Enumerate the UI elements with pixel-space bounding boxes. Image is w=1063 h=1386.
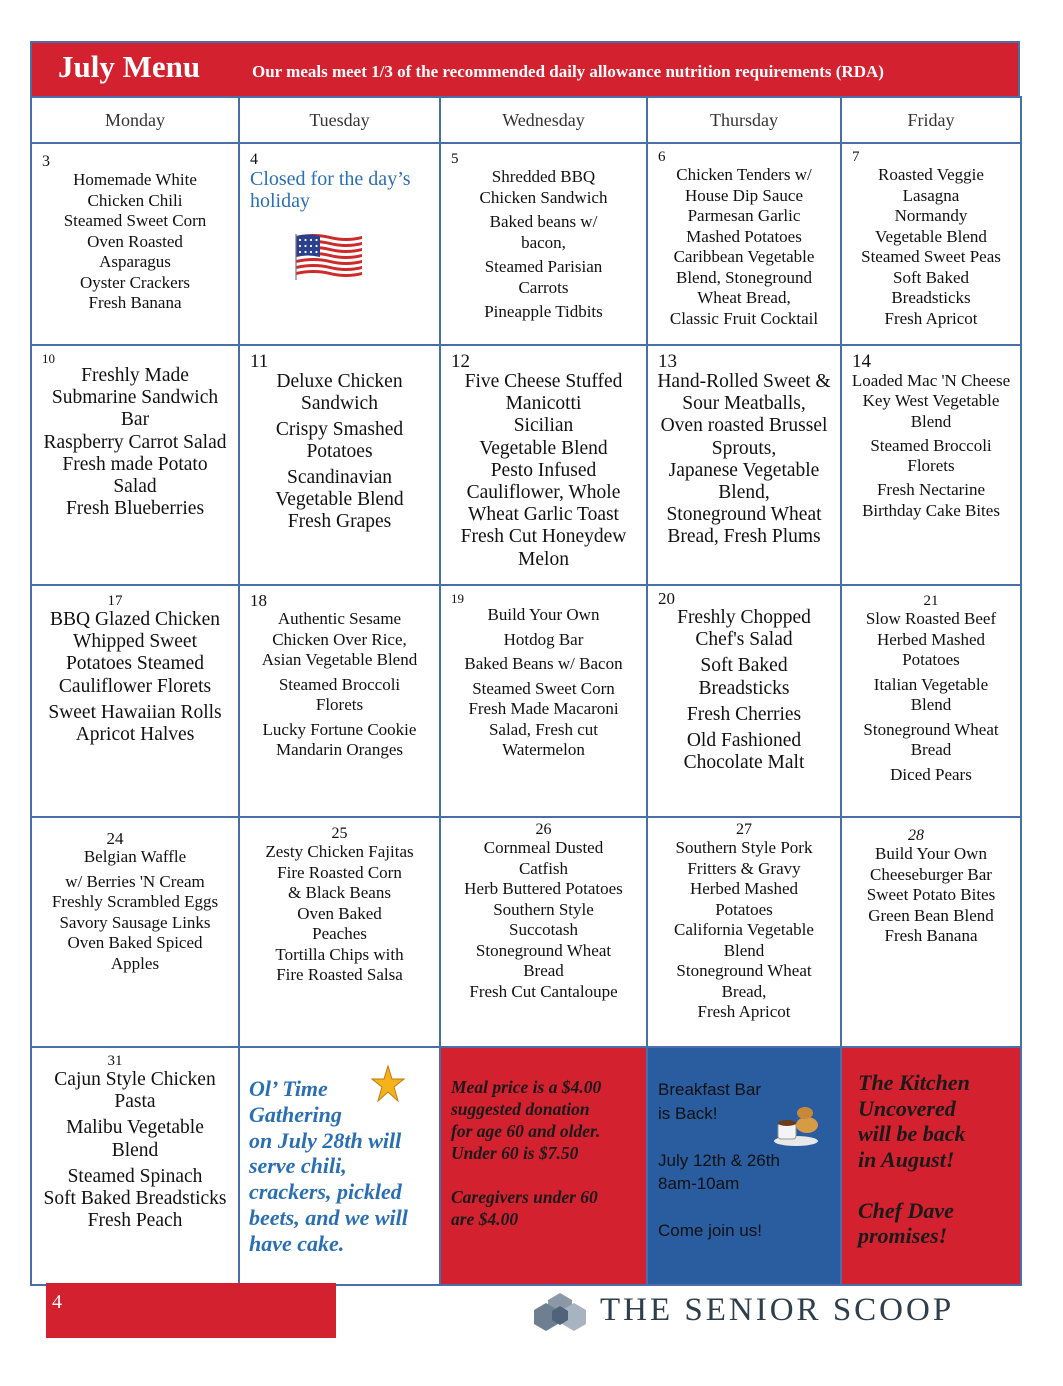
day-number: 10 — [42, 351, 55, 366]
menu-items — [441, 371, 646, 571]
menu-item-line: Oven roasted Brussel — [660, 415, 828, 437]
menu-item-line: Blend — [111, 1139, 159, 1161]
menu-item-line: Build Your Own — [487, 605, 600, 624]
menu-item-line: Cajun Style Chicken — [54, 1069, 216, 1090]
menu-item-line: Soft Baked — [700, 655, 788, 677]
menu-item-line: Steamed Sweet Peas — [861, 247, 1001, 266]
day-cell — [841, 817, 1021, 1047]
day-cell — [440, 585, 647, 817]
day-cell — [31, 1047, 239, 1285]
menu-item-line: Whipped Sweet — [72, 631, 197, 653]
week-row-2 — [31, 345, 1021, 585]
menu-item-line: BBQ Glazed Chicken — [49, 609, 221, 630]
week-row-1 — [31, 143, 1021, 345]
menu-item-line: Asian Vegetable Blend — [261, 650, 418, 669]
day-cell — [440, 345, 647, 585]
menu-item-line: Crispy Smashed — [275, 419, 404, 440]
day-number: 25 — [331, 825, 348, 842]
menu-item-line: Fresh Peach — [87, 1210, 183, 1232]
menu-item-line: Caribbean Vegetable — [673, 247, 815, 266]
menu-item-line: Build Your Own — [875, 844, 987, 863]
menu-item-line: Homemade White — [73, 170, 197, 189]
menu-item-line: Potatoes Steamed — [65, 653, 205, 675]
menu-items — [842, 609, 1020, 785]
day-number: 13 — [658, 351, 677, 372]
page-number: 4 — [52, 1291, 62, 1313]
menu-item-line: Japanese Vegetable — [668, 459, 820, 481]
menu-item-line: Sweet Hawaiian Rolls — [48, 701, 222, 723]
menu-item-line: Oven Baked Spiced — [67, 933, 203, 952]
menu-items — [842, 844, 1020, 947]
menu-item-line: Fresh Made Macaroni — [468, 699, 619, 718]
menu-items — [32, 609, 238, 746]
menu-item-line: Oven Baked — [297, 903, 382, 923]
day-number: 27 — [736, 821, 752, 838]
menu-item-line: Florets — [907, 456, 955, 476]
week-row-3 — [31, 585, 1021, 817]
day-cell — [239, 817, 440, 1047]
menu-items — [32, 170, 238, 314]
menu-item-line: Southern Style — [493, 899, 594, 919]
menu-item-line: Blend — [910, 411, 952, 431]
menu-items — [842, 371, 1020, 521]
menu-item-line: Authentic Sesame — [277, 609, 402, 628]
menu-item-line: California Vegetable — [674, 920, 814, 939]
menu-item-line: Shredded BBQ — [491, 167, 596, 186]
day-cell — [31, 345, 239, 585]
menu-item-line: Vegetable Blend — [875, 226, 987, 246]
day-number: 31 — [107, 1053, 123, 1069]
day-number: 11 — [250, 351, 269, 372]
menu-item-line: Parmesan Garlic — [687, 206, 801, 225]
menu-items — [648, 838, 840, 1023]
weekday-monday: Monday — [31, 97, 239, 143]
menu-item-line: Roasted Veggie — [878, 165, 984, 184]
menu-item-line: Potatoes — [306, 441, 373, 462]
menu-item-line: Blend, — [718, 482, 770, 504]
menu-item-line: Oven Roasted — [87, 231, 183, 251]
menu-item-line: Cauliflower Florets — [58, 675, 212, 697]
menu-item-line: Catfish — [518, 858, 569, 878]
menu-items — [240, 609, 439, 761]
menu-header — [30, 41, 1020, 96]
weekday-thursday: Thursday — [647, 97, 841, 143]
day-number: 14 — [852, 351, 871, 372]
menu-item-line: Asparagus — [99, 252, 171, 271]
menu-item-line: Mashed Potatoes — [686, 226, 802, 246]
menu-item-line: Fresh Cut Cantaloupe — [469, 981, 618, 1001]
menu-items — [842, 165, 1020, 329]
menu-item-line: Bread — [523, 961, 564, 980]
menu-item-line: Fresh Cut Honeydew — [460, 526, 627, 548]
day-number: 17 — [107, 593, 123, 609]
menu-item-line: Pesto Infused — [490, 459, 597, 481]
day-number: 7 — [852, 149, 860, 165]
menu-subtitle: Our meals meet 1/3 of the recommended daily allowance nutrition requirements (RDA) — [252, 62, 884, 81]
day-cell — [647, 585, 841, 817]
menu-item-line: Wheat Garlic Toast — [468, 504, 619, 526]
menu-items — [441, 838, 646, 1002]
menu-item-line: Malibu Vegetable — [66, 1117, 204, 1139]
day-number: 4 — [250, 151, 258, 168]
menu-item-line: Sprouts, — [711, 437, 777, 459]
day-cell — [647, 143, 841, 345]
menu-item-line: Florets — [315, 695, 364, 714]
menu-item-line: Freshly Made — [81, 365, 189, 386]
menu-item-line: Slow Roasted Beef — [865, 609, 997, 628]
menu-item-line: Peaches — [312, 924, 367, 943]
menu-item-line: holiday — [250, 190, 310, 212]
menu-item-line: Five Cheese Stuffed — [464, 371, 623, 392]
menu-item-line: Fresh Banana — [88, 293, 182, 312]
day-cell — [647, 817, 841, 1047]
menu-item-line: w/ Berries 'N Cream — [65, 871, 205, 891]
menu-items — [648, 371, 840, 549]
menu-item-line: Fresh Cherries — [686, 703, 802, 725]
day-cell — [647, 345, 841, 585]
menu-item-line: Tortilla Chips with — [275, 944, 404, 964]
day-cell — [239, 143, 440, 345]
menu-items — [240, 842, 439, 986]
day-cell — [239, 345, 440, 585]
menu-item-line: Classic Fruit Cocktail — [669, 308, 819, 328]
menu-item-line: Southern Style Pork — [675, 838, 813, 857]
menu-item-line: Manicotti — [505, 393, 582, 415]
menu-item-line: Breadsticks — [698, 677, 790, 699]
menu-item-line: Sandwich — [301, 393, 378, 414]
menu-item-line: Zesty Chicken Fajitas — [265, 842, 414, 861]
menu-item-line: Pasta — [114, 1091, 156, 1113]
menu-item-line: Scandinavian — [286, 467, 393, 488]
menu-item-line: Hand-Rolled Sweet & — [657, 371, 831, 392]
menu-item-line: Normandy — [894, 206, 968, 225]
menu-item-line: Submarine Sandwich — [51, 387, 219, 409]
day-cell — [440, 143, 647, 345]
kitchen-note-cell — [841, 1047, 1021, 1285]
menu-item-line: & Black Beans — [288, 883, 391, 902]
menu-item-line: Fritters & Gravy — [687, 858, 801, 878]
menu-item-line: Cornmeal Dusted — [483, 838, 604, 857]
menu-item-line: bacon, — [521, 232, 566, 252]
menu-item-line: Bread — [910, 740, 952, 759]
menu-item-line: Sicilian — [513, 415, 574, 437]
menu-item-line: Soft Baked — [892, 267, 970, 287]
menu-item-line: Herbed Mashed — [689, 879, 799, 898]
day-number: 18 — [250, 591, 267, 610]
week-row-4 — [31, 817, 1021, 1047]
brand-name: THE SENIOR SCOOP — [600, 1292, 955, 1328]
day-cell — [841, 345, 1021, 585]
menu-items — [240, 168, 439, 212]
day-number: 5 — [451, 151, 459, 167]
menu-item-line: Savory Sausage Links — [59, 912, 211, 932]
day-number: 20 — [658, 589, 675, 608]
menu-item-line: Fresh Banana — [884, 926, 978, 945]
day-number: 3 — [42, 153, 50, 170]
menu-item-line: Sour Meatballs, — [682, 393, 806, 415]
american-flag-icon — [292, 230, 366, 282]
menu-items — [441, 167, 646, 323]
menu-item-line: Blend — [910, 695, 952, 714]
menu-items — [441, 605, 646, 761]
menu-item-line: Steamed Sweet Corn — [472, 678, 615, 698]
menu-item-line: Fresh Apricot — [697, 1002, 791, 1021]
menu-item-line: Fresh Blueberries — [65, 498, 205, 520]
hexagon-logo-icon — [530, 1290, 590, 1336]
menu-item-line: Fresh made Potato — [62, 453, 208, 475]
menu-items — [32, 365, 238, 520]
menu-item-line: Cauliflower, Whole — [466, 482, 621, 504]
menu-item-line: Mandarin Oranges — [276, 740, 403, 759]
menu-item-line: Steamed Broccoli — [870, 435, 992, 455]
day-cell — [239, 585, 440, 817]
day-number: 24 — [106, 829, 124, 848]
menu-item-line: Stoneground Wheat — [863, 719, 999, 739]
menu-item-line: Stoneground Wheat — [666, 504, 822, 526]
breakfast-note-cell — [647, 1047, 841, 1285]
menu-item-line: Melon — [518, 548, 569, 570]
menu-item-line: Potatoes — [902, 650, 960, 669]
menu-item-line: Green Bean Blend — [868, 905, 994, 925]
menu-item-line: Herb Buttered Potatoes — [464, 879, 623, 898]
menu-items — [648, 165, 840, 329]
menu-item-line: Baked beans w/ — [489, 212, 598, 231]
menu-items — [32, 1069, 238, 1232]
star-icon — [371, 1064, 405, 1104]
menu-item-line: Potatoes — [715, 899, 773, 919]
menu-item-line: Chicken Sandwich — [479, 187, 608, 207]
menu-title: July Menu — [58, 49, 201, 84]
weekday-friday: Friday — [841, 97, 1021, 143]
menu-item-line: Wheat Bread, — [697, 288, 791, 307]
menu-item-line: Chicken Chili — [87, 190, 183, 210]
day-cell — [31, 143, 239, 345]
menu-item-line: Chicken Tenders w/ — [676, 165, 812, 184]
gathering-note-cell — [239, 1047, 440, 1285]
menu-items — [32, 847, 238, 974]
menu-item-line: Old Fashioned — [686, 730, 802, 752]
menu-item-line: Fresh Apricot — [884, 308, 978, 328]
menu-item-line: Salad — [113, 476, 157, 498]
weekday-header-row — [31, 97, 1021, 143]
menu-item-line: Sweet Potato Bites — [866, 885, 996, 904]
week-row-5 — [31, 1047, 1021, 1285]
menu-item-line: Freshly Scrambled Eggs — [51, 892, 219, 911]
day-number: 6 — [658, 149, 666, 165]
menu-item-line: Deluxe Chicken — [276, 371, 403, 392]
menu-item-line: Stoneground Wheat — [475, 940, 612, 960]
menu-items — [240, 371, 439, 533]
day-cell — [440, 817, 647, 1047]
menu-item-line: Loaded Mac 'N Cheese — [851, 371, 1011, 390]
menu-item-line: Apricot Halves — [75, 724, 195, 746]
menu-item-line: Bread, — [721, 981, 767, 1001]
menu-item-line: Blend, Stoneground — [676, 267, 812, 287]
day-cell — [841, 585, 1021, 817]
menu-item-line: Chocolate Malt — [683, 752, 805, 774]
day-cell — [31, 817, 239, 1047]
menu-item-line: Salad, Fresh cut — [488, 719, 599, 739]
menu-item-line: Italian Vegetable — [873, 674, 989, 694]
gathering-note: Ol’ Time Gathering on July 28th will serve chili, crackers, pickled beets, and we will have cake. — [249, 1076, 408, 1256]
menu-item-line: Bread, Fresh Plums — [667, 526, 821, 548]
menu-item-line: Herbed Mashed — [876, 629, 986, 649]
menu-item-line: Oyster Crackers — [80, 272, 190, 292]
day-number: 26 — [535, 821, 552, 838]
menu-item-line: Fresh Grapes — [287, 511, 392, 532]
day-cell — [841, 143, 1021, 345]
menu-item-line: Freshly Chopped — [677, 607, 811, 628]
menu-item-line: Lucky Fortune Cookie — [262, 719, 417, 739]
menu-item-line: Key West Vegetable — [862, 391, 1000, 411]
menu-item-line: Pineapple Tidbits — [484, 302, 603, 321]
kitchen-note: The Kitchen Uncovered will be back in August! Chef Dave promises! — [858, 1070, 970, 1248]
menu-item-line: Lasagna — [902, 185, 960, 205]
menu-item-line: Breadsticks — [891, 288, 971, 307]
day-number: 28 — [908, 827, 924, 844]
menu-item-line: Baked Beans w/ Bacon — [464, 654, 623, 673]
menu-item-line: Chicken Over Rice, — [272, 629, 407, 649]
page-number-bar — [46, 1283, 336, 1338]
menu-item-line: Blend — [723, 940, 765, 960]
menu-item-line: Steamed Sweet Corn — [63, 211, 207, 230]
meal-price-note-cell — [440, 1047, 647, 1285]
menu-item-line: Closed for the day’s — [250, 168, 411, 190]
menu-items — [648, 607, 840, 774]
menu-item-line: Watermelon — [502, 740, 585, 759]
menu-item-line: Cheeseburger Bar — [870, 864, 992, 884]
menu-item-line: Chef's Salad — [695, 629, 793, 651]
menu-item-line: Stoneground Wheat — [676, 961, 812, 980]
menu-item-line: Carrots — [518, 277, 569, 297]
menu-item-line: Birthday Cake Bites — [862, 500, 1000, 520]
day-number: 21 — [923, 593, 939, 609]
menu-item-line: Steamed Spinach — [67, 1165, 203, 1187]
meal-price-note: Meal price is a $4.00 suggested donation for age 60 and older. Under 60 is $7.50 Caregivers under 60 are $4.00 — [451, 1077, 602, 1229]
weekday-wednesday: Wednesday — [440, 97, 647, 143]
menu-item-line: Belgian Waffle — [83, 847, 187, 866]
menu-item-line: Steamed Parisian — [484, 257, 603, 276]
coffee-pastry-icon — [770, 1103, 822, 1147]
menu-item-line: Fire Roasted Corn — [277, 862, 402, 882]
menu-item-line: Hotdog Bar — [503, 629, 584, 649]
menu-item-line: Raspberry Carrot Salad — [43, 431, 227, 453]
day-cell — [31, 585, 239, 817]
newsletter-logo — [530, 1290, 1010, 1336]
day-number: 19 — [451, 591, 464, 606]
weekday-tuesday: Tuesday — [239, 97, 440, 143]
menu-item-line: Succotash — [509, 920, 578, 939]
menu-item-line: Bar — [120, 409, 150, 431]
menu-item-line: House Dip Sauce — [684, 185, 804, 205]
menu-item-line: Diced Pears — [890, 764, 972, 784]
menu-item-line: Fire Roasted Salsa — [276, 965, 403, 984]
menu-item-line: Fresh Nectarine — [876, 480, 986, 500]
breakfast-note: Breakfast Bar is Back! July 12th & 26th 8am-10am Come join us! — [658, 1080, 780, 1240]
menu-item-line: Vegetable Blend — [275, 489, 404, 510]
menu-item-line: Vegetable Blend — [479, 437, 608, 459]
menu-item-line: Steamed Broccoli — [278, 674, 401, 694]
menu-item-line: Apples — [110, 953, 160, 973]
menu-calendar — [30, 96, 1022, 1286]
menu-item-line: Soft Baked Breadsticks — [43, 1188, 227, 1210]
day-number: 12 — [451, 351, 470, 372]
